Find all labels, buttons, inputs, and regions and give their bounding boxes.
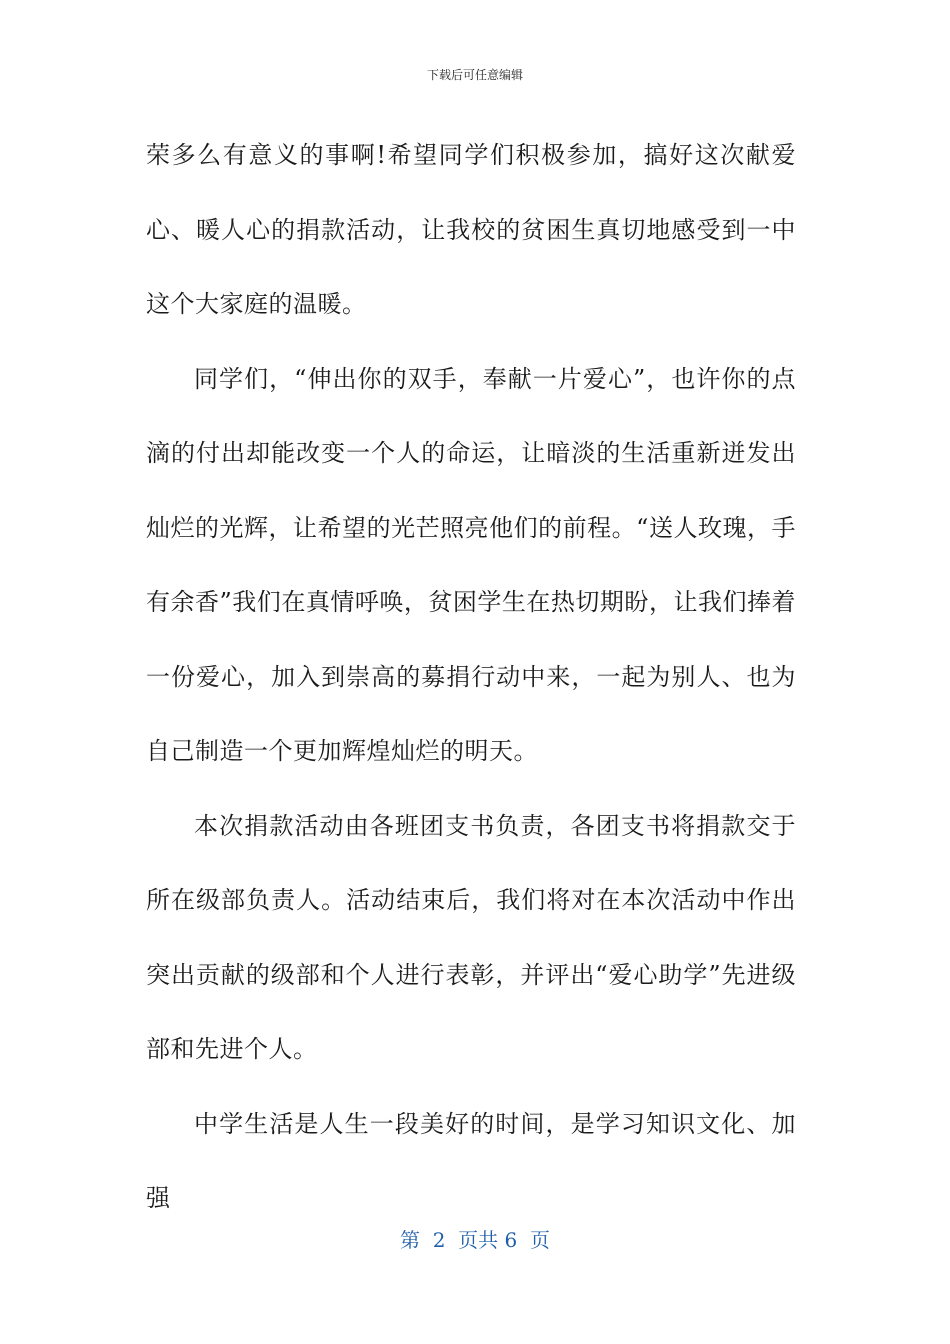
document-body — [146, 118, 796, 1236]
page-number: 第 2 页共 6 页 — [400, 1228, 550, 1252]
paragraph-4: 中学生活是人生一段美好的时间，是学习知识文化、加强 — [146, 1109, 796, 1212]
paragraph-2: 同学们，“伸出你的双手，奉献一片爱心”，也许你的点滴的付出却能改变一个人的命运，让暗淡的生活重新迸发出灿烂的光辉，让希望的光芒照亮他们的前程。“送人玫瑰，手有余香”我们在真情呼唤，贫困学生在热切期盼，让我们捧着一份爱心，加入到崇高的募捐行动中来，一起为别人、也为自己制造一个更加辉煌灿烂的明天。 — [146, 364, 796, 765]
paragraph-3: 本次捐款活动由各班团支书负责，各团支书将捐款交于所在级部负责人。活动结束后，我们将对在本次活动中作出突出贡献的级部和个人进行表彰，并评出“爱心助学”先进级部和先进个人。 — [146, 811, 796, 1063]
download-note: 下载后可任意编辑 — [426, 68, 523, 82]
paragraph-1: 荣多么有意义的事啊!希望同学们积极参加，搞好这次献爱心、暖人心的捐款活动，让我校的贫困生真切地感受到一中这个大家庭的温暖。 — [146, 141, 796, 318]
